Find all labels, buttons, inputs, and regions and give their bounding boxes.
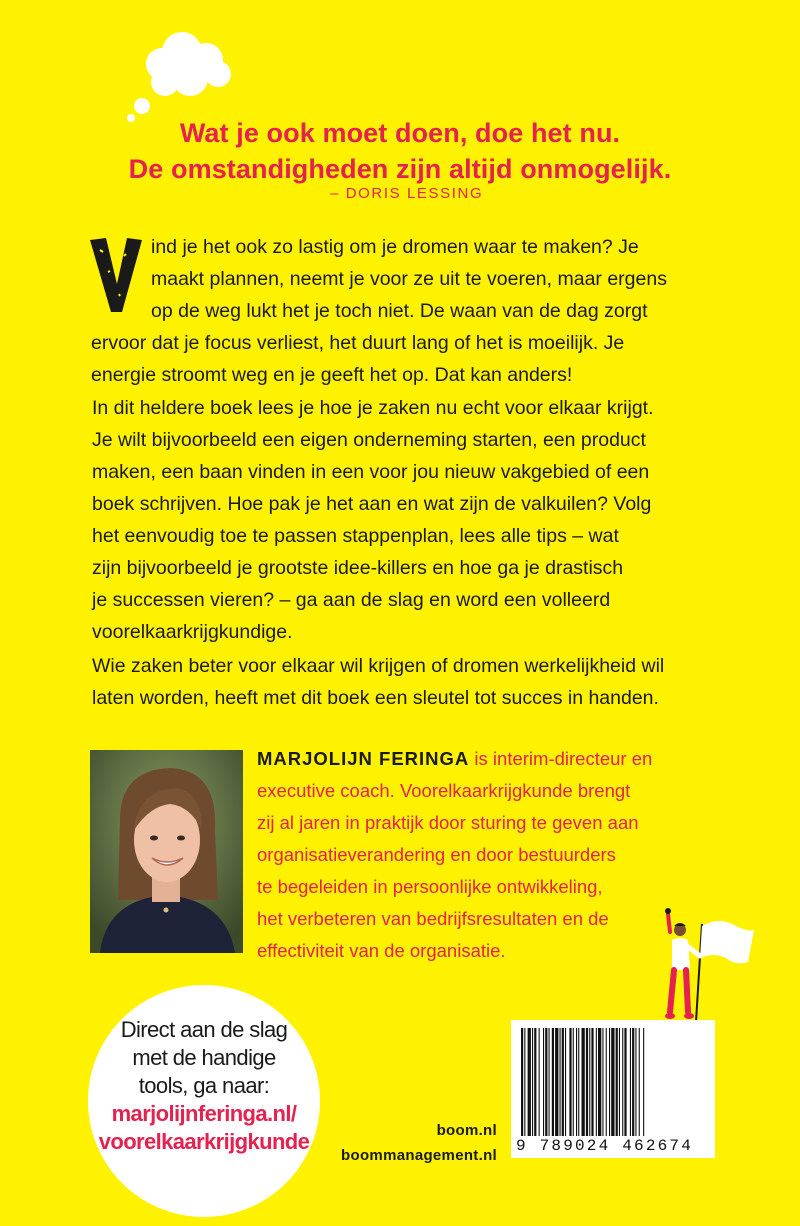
body-line: voorelkaarkrijgkundige. xyxy=(92,621,293,643)
barcode-bar xyxy=(521,1028,523,1136)
barcode-bar xyxy=(534,1028,536,1136)
barcode-bar xyxy=(562,1028,564,1136)
barcode-bar xyxy=(639,1028,640,1136)
body-paragraph-3 xyxy=(92,650,732,714)
intro-line: maakt plannen, neemt je voor ze uit te voeren, maar ergens xyxy=(151,268,667,290)
intro-line: ervoor dat je focus verliest, het duurt lang of het is moeilijk. Je xyxy=(91,332,625,354)
barcode-bar xyxy=(543,1028,544,1136)
barcode-bar xyxy=(606,1028,607,1136)
quote-line-2: De omstandigheden zijn altijd onmogelijk. xyxy=(128,154,672,184)
body-line: maken, een baan vinden in een voor jou nieuw vakgebied of een xyxy=(92,461,650,483)
intro-line: energie stroomt weg en je geeft het op. Dat kan anders! xyxy=(91,364,573,386)
barcode-bar xyxy=(573,1028,574,1136)
cta-line-3: tools, ga naar: xyxy=(138,1073,270,1098)
body-paragraph-2 xyxy=(92,392,732,648)
body-line: In dit heldere boek lees je hoe je zaken nu echt voor elkaar krijgt. xyxy=(92,397,654,419)
cta-link-2[interactable]: voorelkaarkrijgkunde xyxy=(98,1129,310,1154)
barcode-bar xyxy=(565,1028,566,1136)
intro-line: op de weg lukt het je toch niet. De waan van de dag zorgt xyxy=(151,300,648,322)
author-name: MARJOLIJN FERINGA xyxy=(257,748,470,769)
body-line: je successen vieren? – ga aan de slag en word een volleerd xyxy=(92,589,611,611)
author-bio-line: zij al jaren in praktijk door sturing te geven aan xyxy=(257,812,639,833)
barcode-bar xyxy=(578,1028,579,1136)
barcode-bar xyxy=(591,1028,593,1136)
barcode-bar xyxy=(609,1028,610,1136)
body-line: het eenvoudig toe te passen stappenplan, lees alle tips – wat xyxy=(92,525,619,547)
barcode-bar xyxy=(602,1028,603,1136)
barcode-bar xyxy=(619,1028,620,1136)
barcode-bar xyxy=(552,1028,554,1136)
author-bio-line: te begeleiden in persoonlijke ontwikkeling, xyxy=(257,876,603,897)
barcode-bar xyxy=(632,1028,634,1136)
barcode-bar xyxy=(635,1028,636,1136)
barcode-bar xyxy=(596,1028,597,1136)
quote-author: – DORIS LESSING xyxy=(330,185,484,202)
intro-paragraph xyxy=(91,231,731,391)
author-bio-line: effectiviteit van de organisatie. xyxy=(257,940,506,961)
barcode-bar xyxy=(598,1028,601,1136)
author-bio-rest: is interim-directeur en xyxy=(469,748,653,769)
barcode-bar xyxy=(586,1028,588,1136)
barcode-bar xyxy=(611,1028,614,1136)
barcode-bar xyxy=(569,1028,571,1136)
barcode-bar xyxy=(616,1028,618,1136)
body-line: Je wilt bijvoorbeeld een eigen onderneming starten, een product xyxy=(92,429,646,451)
body-line: boek schrijven. Hoe pak je het aan en wat zijn de valkuilen? Volg xyxy=(92,493,652,515)
barcode-icon xyxy=(521,1028,705,1136)
cta-line-2: met de handige xyxy=(132,1045,276,1070)
barcode-bar xyxy=(643,1028,644,1136)
thought-cloud-icon xyxy=(120,28,240,123)
barcode-bar xyxy=(528,1028,531,1136)
author-bio-line: executive coach. Voorelkaarkrijgkunde brengt xyxy=(257,780,631,801)
flag-person-illustration xyxy=(640,900,760,1025)
barcode-bar xyxy=(555,1028,558,1136)
isbn-number: 9 789024 462674 xyxy=(516,1137,694,1155)
body-line: Wie zaken beter voor elkaar wil krijgen of dromen werkelijkheid wil xyxy=(92,655,665,677)
author-portrait-graphic xyxy=(90,750,243,953)
barcode-bar xyxy=(524,1028,525,1136)
barcode-bar xyxy=(545,1028,547,1136)
barcode-bar xyxy=(582,1028,585,1136)
publisher-url-2[interactable]: boommanagement.nl xyxy=(341,1147,497,1164)
cta-line-1: Direct aan de slag xyxy=(120,1017,288,1042)
barcode-bar xyxy=(576,1028,577,1136)
body-line: zijn bijvoorbeeld je grootste idee-killers en hoe ga je drastisch xyxy=(92,557,624,579)
author-bio-line xyxy=(257,743,757,775)
barcode-bar xyxy=(539,1028,540,1136)
quote-line-1: Wat je ook moet doen, doe het nu. xyxy=(179,118,621,148)
barcode-bar xyxy=(560,1028,561,1136)
author-bio-line: organisatieverandering en door bestuurders xyxy=(257,844,616,865)
barcode-bar xyxy=(549,1028,550,1136)
body-line: laten worden, heeft met dit boek een sleutel tot succes in handen. xyxy=(92,687,659,709)
author-photo xyxy=(90,750,243,953)
author-bio-line: het verbeteren van bedrijfsresultaten en de xyxy=(257,908,609,929)
barcode-bar xyxy=(622,1028,623,1136)
barcode-bar xyxy=(624,1028,626,1136)
publisher-url-1[interactable]: boom.nl xyxy=(436,1122,497,1139)
barcode-bar xyxy=(589,1028,590,1136)
barcode-bar xyxy=(630,1028,631,1136)
cta-link-1[interactable]: marjolijnferinga.nl/ xyxy=(111,1101,297,1126)
barcode-bar xyxy=(532,1028,533,1136)
intro-line: ind je het ook zo lastig om je dromen waar te maken? Je xyxy=(151,236,639,258)
